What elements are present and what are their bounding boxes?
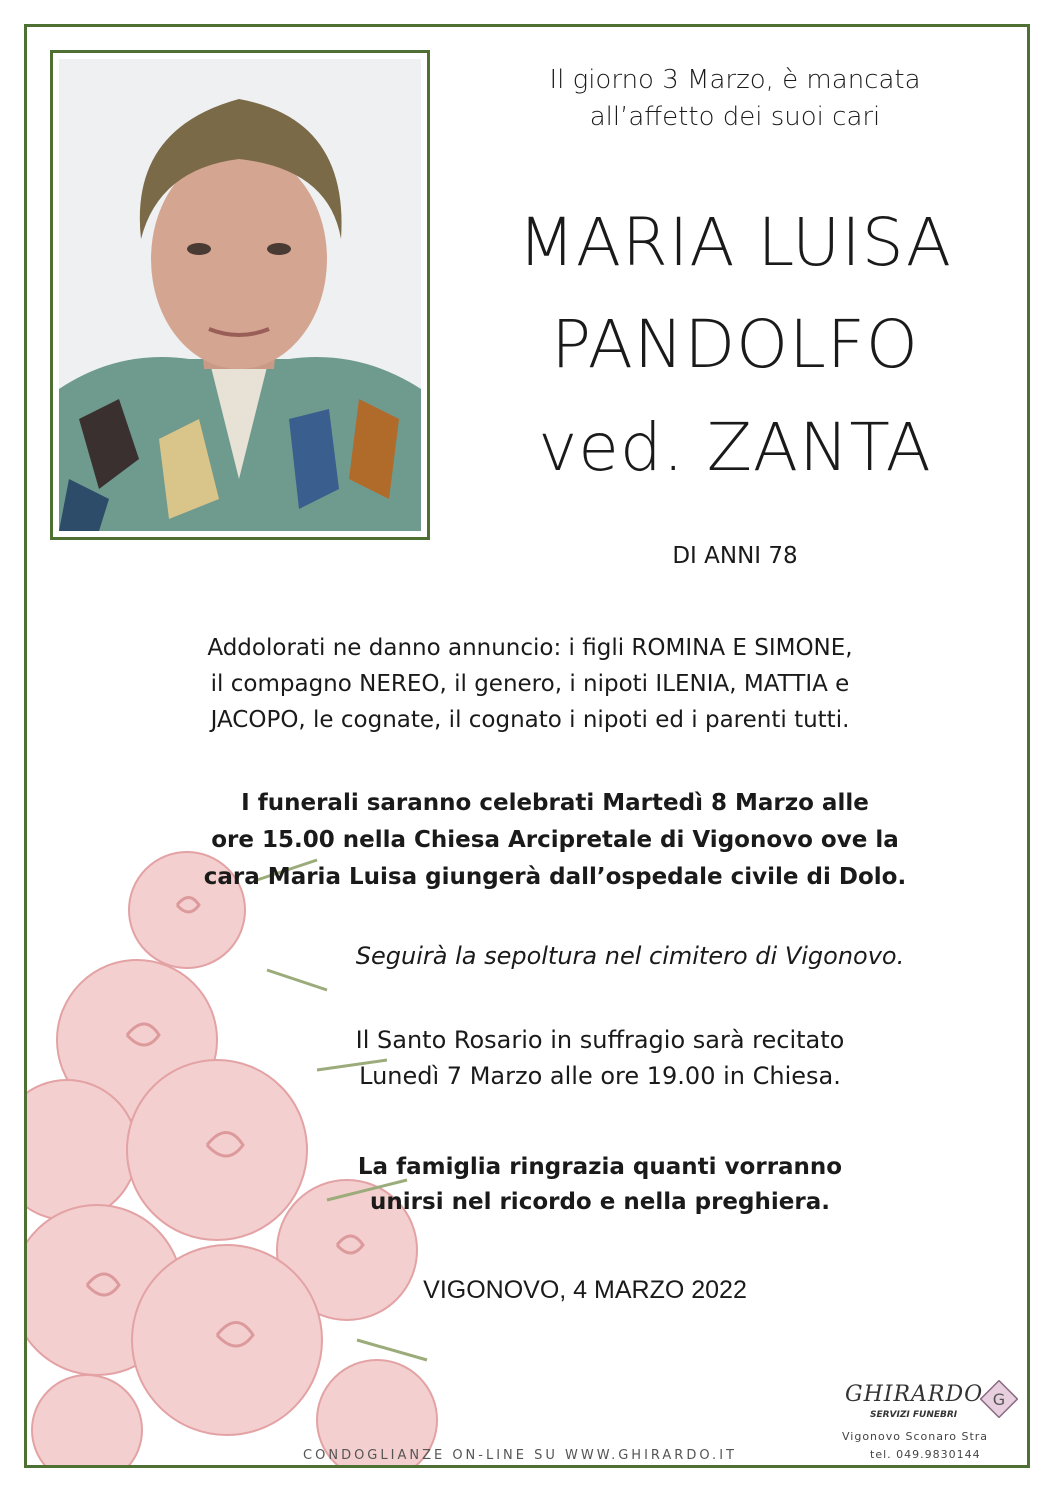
place-date: VIGONOVO, 4 MARZO 2022 [423, 1276, 747, 1304]
logo-phone: tel. 049.9830144 [870, 1448, 981, 1461]
family-announcement [60, 630, 1000, 738]
intro-line-2: all’affetto dei suoi cari [589, 102, 881, 132]
age-text: DI ANNI 78 [672, 543, 798, 569]
family-line-3: JACOPO, le cognate, il cognato i nipoti ed i parenti tutti. [210, 707, 850, 733]
logo-mark-letter: G [992, 1390, 1006, 1409]
intro-text [470, 62, 1000, 136]
funeral-line-2: ore 15.00 nella Chiesa Arcipretale di Vigonovo ove la [211, 827, 899, 853]
condolences-link[interactable]: CONDOGLIANZE ON-LINE SU WWW.GHIRARDO.IT [303, 1448, 737, 1463]
family-line-1: Addolorati ne danno annuncio: i figli ROMINA E SIMONE, [207, 635, 853, 661]
funeral-line-3: cara Maria Luisa giungerà dall’ospedale civile di Dolo. [203, 864, 907, 890]
deceased-married-name: ved. ZANTA [538, 409, 932, 486]
rosary-line-2: Lunedì 7 Marzo alle ore 19.00 in Chiesa. [359, 1062, 841, 1090]
funeral-line-1: I funerali saranno celebrati Martedì 8 Marzo alle [241, 790, 869, 816]
thanks-text [160, 1150, 1040, 1220]
intro-line-1: Il giorno 3 Marzo, è mancata [549, 65, 921, 95]
rosary-info [160, 1022, 1040, 1094]
portrait-frame [50, 50, 430, 540]
rosary-line-1: Il Santo Rosario in suffragio sarà recitato [355, 1026, 845, 1054]
family-line-2: il compagno NEREO, il genero, i nipoti ILENIA, MATTIA e [210, 671, 850, 697]
logo-name: GHIRARDO [845, 1382, 984, 1407]
logo-subtitle: SERVIZI FUNEBRI [870, 1410, 958, 1420]
funeral-home-logo [830, 1374, 1030, 1464]
roses-decoration [27, 820, 447, 1465]
deceased-surname: PANDOLFO [551, 306, 919, 383]
funeral-info [110, 785, 1000, 896]
deceased-first-name: MARIA LUISA [517, 204, 953, 281]
thanks-line-1: La famiglia ringrazia quanti vorranno [357, 1154, 843, 1180]
portrait-photo [59, 59, 421, 531]
logo-towns: Vigonovo Sconaro Stra [842, 1430, 989, 1443]
burial-text: Seguirà la sepoltura nel cimitero di Vigonovo. [355, 942, 905, 970]
diamond-g-icon [980, 1380, 1018, 1418]
thanks-line-2: unirsi nel ricordo e nella preghiera. [370, 1189, 830, 1215]
